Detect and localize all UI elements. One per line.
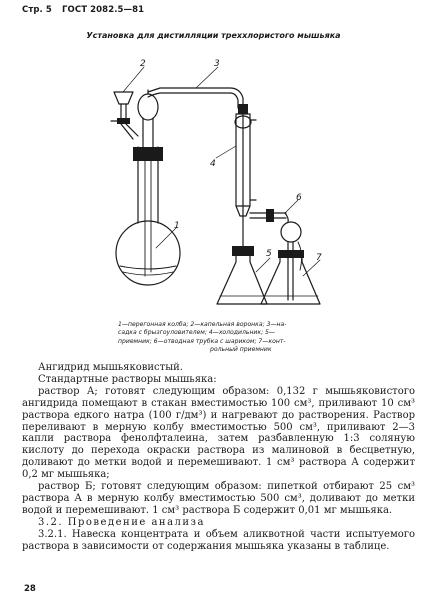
page-number-label: Стр. 5 <box>22 5 52 15</box>
legend-line: приемник; 6—отводная трубка с шариком; 7—конт- <box>118 337 286 345</box>
callout-3: 3 <box>214 59 220 69</box>
splash-trap-adapter <box>138 88 243 147</box>
page-header <box>22 5 151 15</box>
dropping-funnel <box>111 92 138 139</box>
document-body <box>22 362 415 553</box>
callout-4: 4 <box>210 159 216 169</box>
legend-line: садка с брызгоуловителем; 4—холодильник; 5— <box>118 329 276 337</box>
callout-1: 1 <box>174 221 180 231</box>
section-heading: 3.2. Проведение анализа <box>38 516 205 528</box>
paragraph: раствор А; готовят следующим образом: 0,132 г мышьяковистого ангидрида помещают в стакан вместимостью 100 см³, приливают 10 см³ раствора едкого натра (100 г/дм³) и нагревают до растворения. Раствор переливают в мерную колбу вместимостью 500 см³, приливают 2—3 капли раствора фенолфталеина, затем разбавленную 1:3 соляную кислоту до перехода окраски раствора из малиновой в бесцветную, доливают до метки водой и перемешивают. 1 см³ раствора А содержит 0,2 мг мышьяка; <box>22 385 415 481</box>
figure-title: Установка для дистилляции треххлористого мышьяка <box>86 31 341 40</box>
distillation-apparatus-figure <box>0 48 427 318</box>
figure-legend <box>118 321 414 346</box>
legend-line: 1—перегонная колба; 2—капельная воронка; 3—на- <box>118 321 287 328</box>
callout-6: 6 <box>296 193 302 203</box>
callout-5: 5 <box>266 249 272 259</box>
paragraph: 3.2.1. Навеска концентрата и объем аликвотной части испытуемого раствора в зависимости от содержания мышьяка указаны в таблице. <box>22 528 415 552</box>
receiver-flask <box>217 246 267 304</box>
callout-7: 7 <box>316 253 322 263</box>
legend-line: рольный приемник <box>210 346 272 353</box>
distillation-flask <box>116 147 180 285</box>
paragraph: раствор Б; готовят следующим образом: пипеткой отбирают 25 см³ раствора А в мерную колбу вместимостью 500 см³, доливают до метки водой и перемешивают. 1 см³ раствора Б содержит 0,01 мг мышьяка. <box>22 481 415 516</box>
condenser <box>235 104 256 250</box>
paragraph: Ангидрид мышьяковистый. <box>38 362 183 373</box>
page-footer-number: 28 <box>24 584 36 594</box>
paragraph: Стандартные растворы мышьяка: <box>38 373 217 385</box>
standard-code: ГОСТ 2082.5—81 <box>62 5 145 15</box>
callout-2: 2 <box>140 59 146 69</box>
